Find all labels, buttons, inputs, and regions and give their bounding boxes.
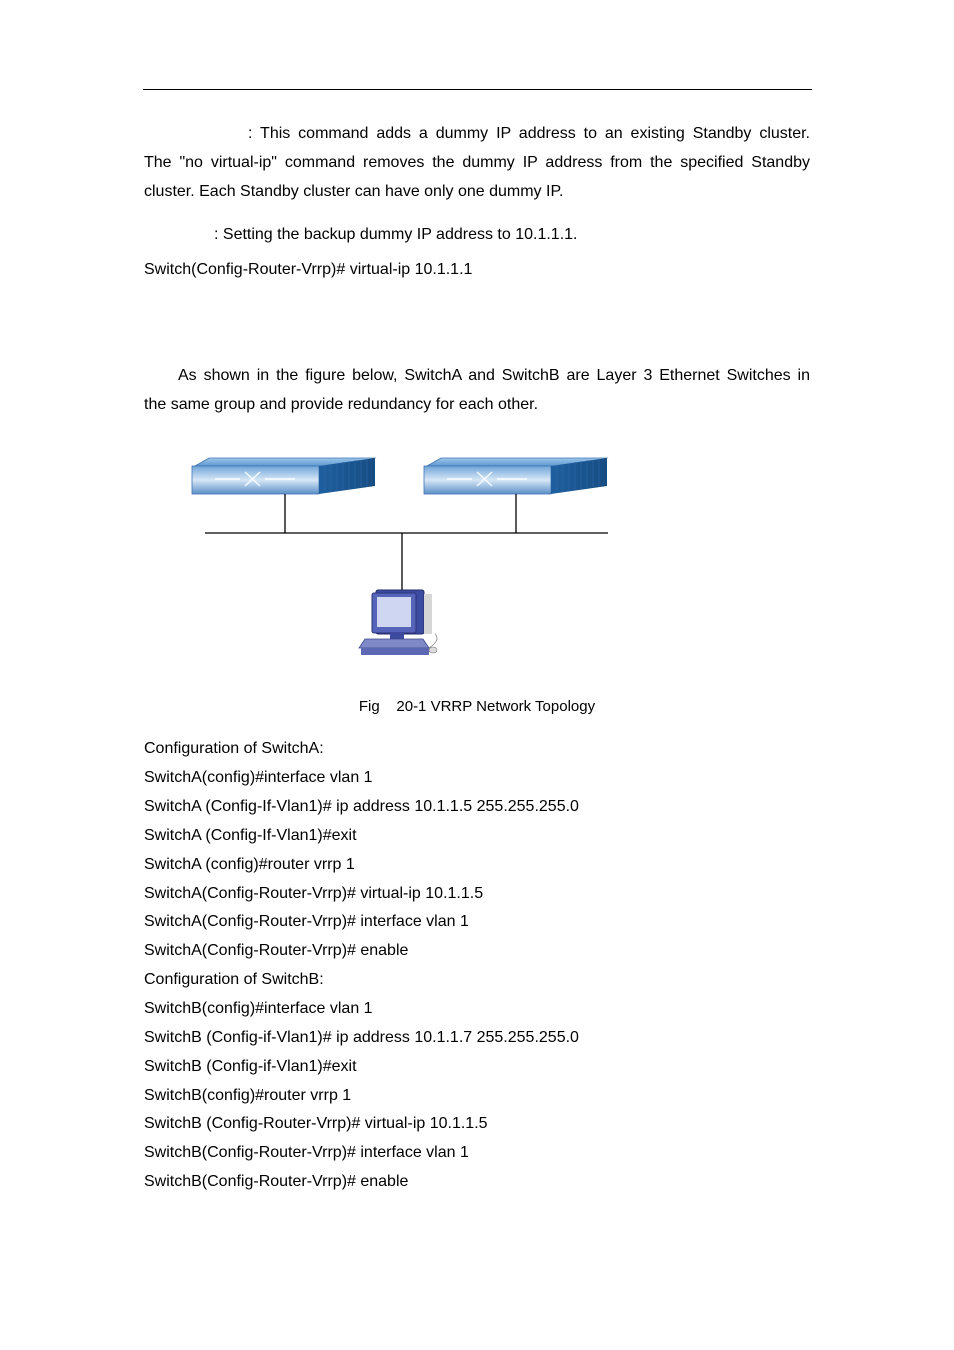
config-b-line: SwitchB (Config-if-Vlan1)# ip address 10.1.1.7 255.255.255.0 — [144, 1029, 579, 1046]
config-a-line: SwitchA(Config-Router-Vrrp)# virtual-ip 10.1.1.5 — [144, 885, 484, 902]
switch-a-icon — [192, 458, 375, 494]
switch-b-icon — [424, 458, 607, 494]
scenario-line-1: As shown in the figure below, SwitchA and SwitchB are Layer 3 Ethernet Switches in — [178, 367, 810, 384]
config-a-line: SwitchA(Config-Router-Vrrp)# interface vlan 1 — [144, 913, 469, 930]
config-b-line: SwitchB(config)#router vrrp 1 — [144, 1087, 352, 1104]
network-links — [205, 494, 608, 590]
config-a-line: SwitchA(config)#interface vlan 1 — [144, 769, 373, 786]
header-rule — [143, 89, 812, 90]
workstation-icon — [359, 590, 437, 655]
scenario-line-2: the same group and provide redundancy for each other. — [144, 396, 539, 413]
config-b-line: SwitchB (Config-if-Vlan1)#exit — [144, 1058, 357, 1075]
config-a-line: SwitchA (Config-If-Vlan1)#exit — [144, 827, 357, 844]
config-a-heading: Configuration of SwitchA: — [144, 740, 324, 757]
config-a-line: SwitchA(Config-Router-Vrrp)# enable — [144, 942, 409, 959]
example-command: Switch(Config-Router-Vrrp)# virtual-ip 10.1.1.1 — [144, 261, 473, 278]
explanation-line-1: : This command adds a dummy IP address to an existing Standby cluster. — [248, 125, 810, 142]
config-b-line: SwitchB(Config-Router-Vrrp)# enable — [144, 1173, 409, 1190]
config-b-line: SwitchB (Config-Router-Vrrp)# virtual-ip 10.1.1.5 — [144, 1115, 488, 1132]
config-a-line: SwitchA (config)#router vrrp 1 — [144, 856, 355, 873]
figure-caption: Fig 20-1 VRRP Network Topology — [358, 698, 596, 715]
explanation-line-2: The "no virtual-ip" command removes the dummy IP address from the specified Standby — [144, 154, 810, 171]
config-b-line: SwitchB(config)#interface vlan 1 — [144, 1000, 373, 1017]
example-text: : Setting the backup dummy IP address to 10.1.1.1. — [214, 226, 578, 243]
topology-diagram — [185, 450, 615, 665]
vrrp-topology-figure — [185, 450, 615, 670]
config-a-line: SwitchA (Config-If-Vlan1)# ip address 10.1.1.5 255.255.255.0 — [144, 798, 579, 815]
config-b-line: SwitchB(Config-Router-Vrrp)# interface vlan 1 — [144, 1144, 469, 1161]
explanation-line-3: cluster. Each Standby cluster can have only one dummy IP. — [144, 183, 564, 200]
config-b-heading: Configuration of SwitchB: — [144, 971, 324, 988]
